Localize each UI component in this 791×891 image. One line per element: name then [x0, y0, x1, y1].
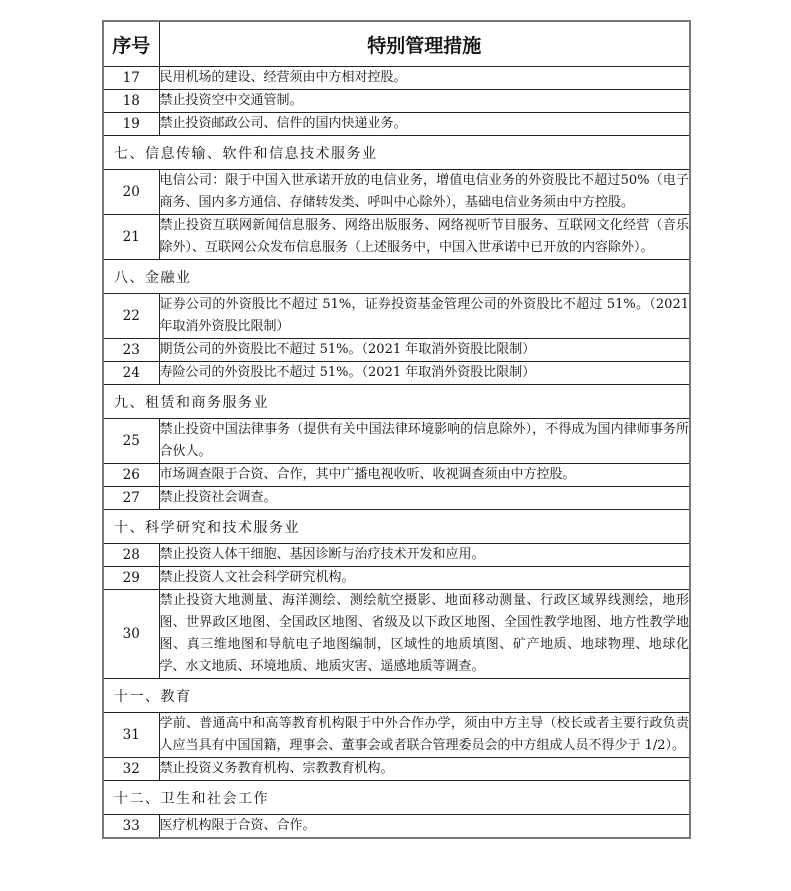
table-row	[103, 362, 690, 385]
measure-text: 禁止投资中国法律事务（提供有关中国法律环境影响的信息除外），不得成为国内律师事务所合伙人。	[159, 419, 690, 464]
table-row	[103, 464, 690, 487]
measure-text: 证券公司的外资股比不超过 51%，证券投资基金管理公司的外资股比不超过 51%。（2021 年取消外资股比限制）	[159, 294, 690, 339]
serial-number: 24	[103, 362, 159, 385]
section-row	[103, 679, 690, 713]
section-row	[103, 260, 690, 294]
serial-number: 27	[103, 487, 159, 510]
section-title: 十、科学研究和技术服务业	[103, 510, 690, 544]
table-row	[103, 544, 690, 567]
serial-number: 18	[103, 90, 159, 113]
measure-text: 禁止投资人文社会科学研究机构。	[159, 567, 690, 590]
section-row	[103, 510, 690, 544]
table-row	[103, 487, 690, 510]
measure-text: 学前、普通高中和高等教育机构限于中外合作办学，须由中方主导（校长或者主要行政负责人应当具有中国国籍，理事会、董事会或者联合管理委员会的中方组成人员不得少于 1/2）。	[159, 713, 690, 758]
measure-text: 寿险公司的外资股比不超过 51%。（2021 年取消外资股比限制）	[159, 362, 690, 385]
header-serial-number: 序号	[103, 21, 159, 67]
section-title: 七、信息传输、软件和信息技术服务业	[103, 136, 690, 170]
table-row	[103, 339, 690, 362]
measure-text: 电信公司：限于中国入世承诺开放的电信业务，增值电信业务的外资股比不超过50%（电子商务、国内多方通信、存储转发类、呼叫中心除外），基础电信业务须由中方控股。	[159, 170, 690, 215]
serial-number: 25	[103, 419, 159, 464]
table-row	[103, 815, 690, 839]
section-title: 十二、卫生和社会工作	[103, 781, 690, 815]
table-row	[103, 113, 690, 136]
serial-number: 23	[103, 339, 159, 362]
measure-text: 禁止投资人体干细胞、基因诊断与治疗技术开发和应用。	[159, 544, 690, 567]
table-row	[103, 67, 690, 90]
table-row	[103, 419, 690, 464]
section-title: 九、租赁和商务服务业	[103, 385, 690, 419]
table-row	[103, 294, 690, 339]
section-row	[103, 781, 690, 815]
table-row	[103, 713, 690, 758]
serial-number: 30	[103, 590, 159, 679]
serial-number: 21	[103, 215, 159, 260]
serial-number: 19	[103, 113, 159, 136]
serial-number: 32	[103, 758, 159, 781]
section-title: 八、金融业	[103, 260, 690, 294]
measure-text: 市场调查限于合资、合作，其中广播电视收听、收视调查须由中方控股。	[159, 464, 690, 487]
serial-number: 28	[103, 544, 159, 567]
table-row	[103, 567, 690, 590]
measure-text: 禁止投资空中交通管制。	[159, 90, 690, 113]
table-header-row	[103, 21, 690, 67]
measure-text: 禁止投资大地测量、海洋测绘、测绘航空摄影、地面移动测量、行政区域界线测绘，地形图、世界政区地图、全国政区地图、省级及以下政区地图、全国性教学地图、地方性教学地图、真三维地图和导航电子地图编制，区域性的地质填图、矿产地质、地球物理、地球化学、水文地质、环境地质、地质灾害、遥感地质等调查。	[159, 590, 690, 679]
serial-number: 31	[103, 713, 159, 758]
measure-text: 民用机场的建设、经营须由中方相对控股。	[159, 67, 690, 90]
section-row	[103, 136, 690, 170]
measure-text: 禁止投资义务教育机构、宗教教育机构。	[159, 758, 690, 781]
serial-number: 26	[103, 464, 159, 487]
table-row	[103, 170, 690, 215]
serial-number: 20	[103, 170, 159, 215]
table-row	[103, 758, 690, 781]
measure-text: 医疗机构限于合资、合作。	[159, 815, 690, 839]
table-row	[103, 215, 690, 260]
serial-number: 29	[103, 567, 159, 590]
measure-text: 禁止投资互联网新闻信息服务、网络出版服务、网络视听节目服务、互联网文化经营（音乐除外）、互联网公众发布信息服务（上述服务中，中国入世承诺中已开放的内容除外）。	[159, 215, 690, 260]
section-row	[103, 385, 690, 419]
measure-text: 期货公司的外资股比不超过 51%。（2021 年取消外资股比限制）	[159, 339, 690, 362]
header-special-measures: 特别管理措施	[159, 21, 690, 67]
serial-number: 17	[103, 67, 159, 90]
measure-text: 禁止投资邮政公司、信件的国内快递业务。	[159, 113, 690, 136]
serial-number: 33	[103, 815, 159, 839]
table-row	[103, 590, 690, 679]
table-row	[103, 90, 690, 113]
serial-number: 22	[103, 294, 159, 339]
special-measures-table	[102, 20, 691, 839]
section-title: 十一、教育	[103, 679, 690, 713]
measure-text: 禁止投资社会调查。	[159, 487, 690, 510]
